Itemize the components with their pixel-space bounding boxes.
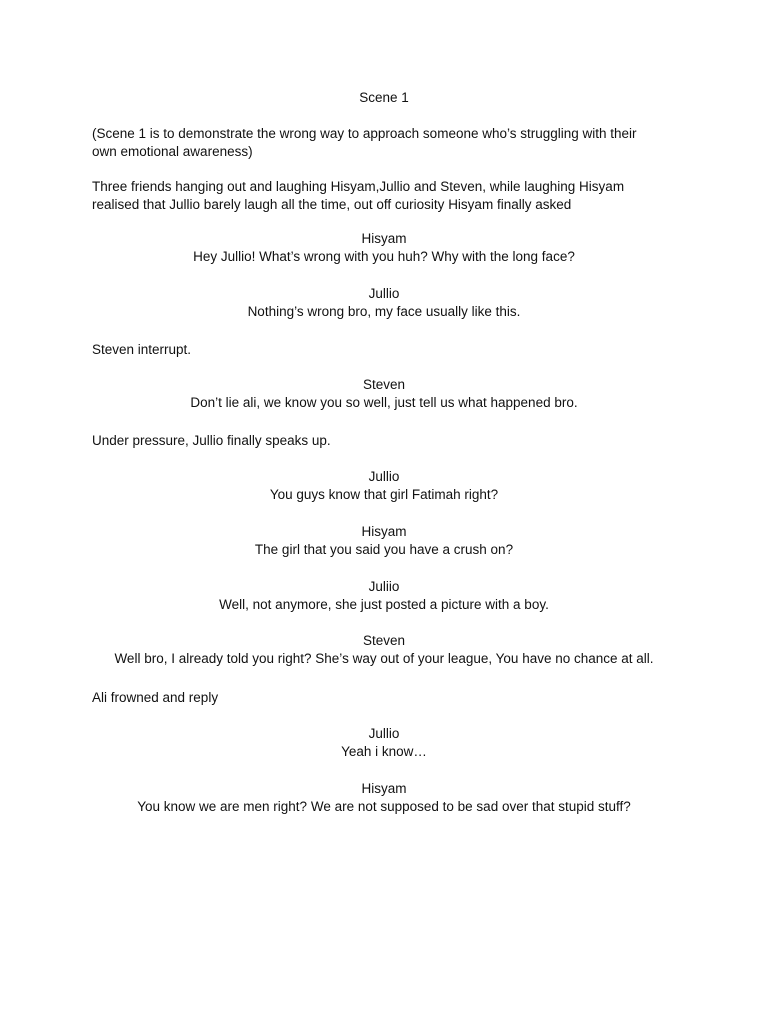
dialogue-line: Don’t lie ali, we know you so well, just tell us what happened bro. (190, 394, 578, 410)
dialogue-line: You guys know that girl Fatimah right? (269, 486, 499, 502)
stage-direction (92, 341, 191, 359)
speaker-name: Steven (362, 377, 406, 392)
speaker-name: Jullio (368, 286, 400, 301)
setup-paragraph (92, 178, 624, 213)
setup-line: Three friends hanging out and laughing Hisyam,Jullio and Steven, while laughing Hisyam (92, 179, 625, 194)
speaker-name: Hisyam (361, 524, 407, 539)
speaker-name: Jullio (368, 469, 400, 484)
dialogue-line: Hey Jullio! What’s wrong with you huh? Why with the long face? (193, 248, 575, 264)
dialogue-block (0, 632, 768, 667)
dialogue-block (0, 376, 768, 411)
stage-direction-text: Steven interrupt. (92, 342, 192, 357)
scene-title (0, 89, 768, 107)
stage-direction-text: Under pressure, Jullio finally speaks up. (92, 433, 331, 448)
dialogue-block (0, 523, 768, 558)
intro-line: own emotional awareness) (92, 143, 253, 159)
dialogue-line: Well, not anymore, she just posted a picture with a boy. (219, 596, 549, 612)
dialogue-line: Yeah i know… (341, 743, 427, 759)
scene-title-text: Scene 1 (359, 90, 409, 105)
speaker-name: Hisyam (361, 231, 407, 246)
speaker-name: Steven (362, 633, 406, 648)
stage-direction (92, 432, 331, 450)
speaker-name: Jullio (368, 726, 400, 741)
dialogue-block (0, 578, 768, 613)
dialogue-block (0, 725, 768, 760)
dialogue-line: Well bro, I already told you right? She’s way out of your league, You have no chance at all. (114, 650, 654, 666)
dialogue-block (0, 285, 768, 320)
dialogue-block (0, 230, 768, 265)
dialogue-block (0, 780, 768, 815)
stage-direction-text: Ali frowned and reply (92, 690, 219, 705)
intro-line: (Scene 1 is to demonstrate the wrong way to approach someone who’s struggling with their (92, 126, 637, 141)
dialogue-line: The girl that you said you have a crush on? (254, 541, 514, 557)
setup-line: realised that Jullio barely laugh all the time, out off curiosity Hisyam finally asked (92, 196, 572, 212)
dialogue-line: You know we are men right? We are not supposed to be sad over that stupid stuff? (137, 798, 631, 814)
stage-direction (92, 689, 218, 707)
speaker-name: Hisyam (361, 781, 407, 796)
speaker-name: Juliio (368, 579, 400, 594)
intro-paragraph (92, 125, 637, 160)
dialogue-line: Nothing’s wrong bro, my face usually like this. (247, 303, 521, 319)
dialogue-block (0, 468, 768, 503)
